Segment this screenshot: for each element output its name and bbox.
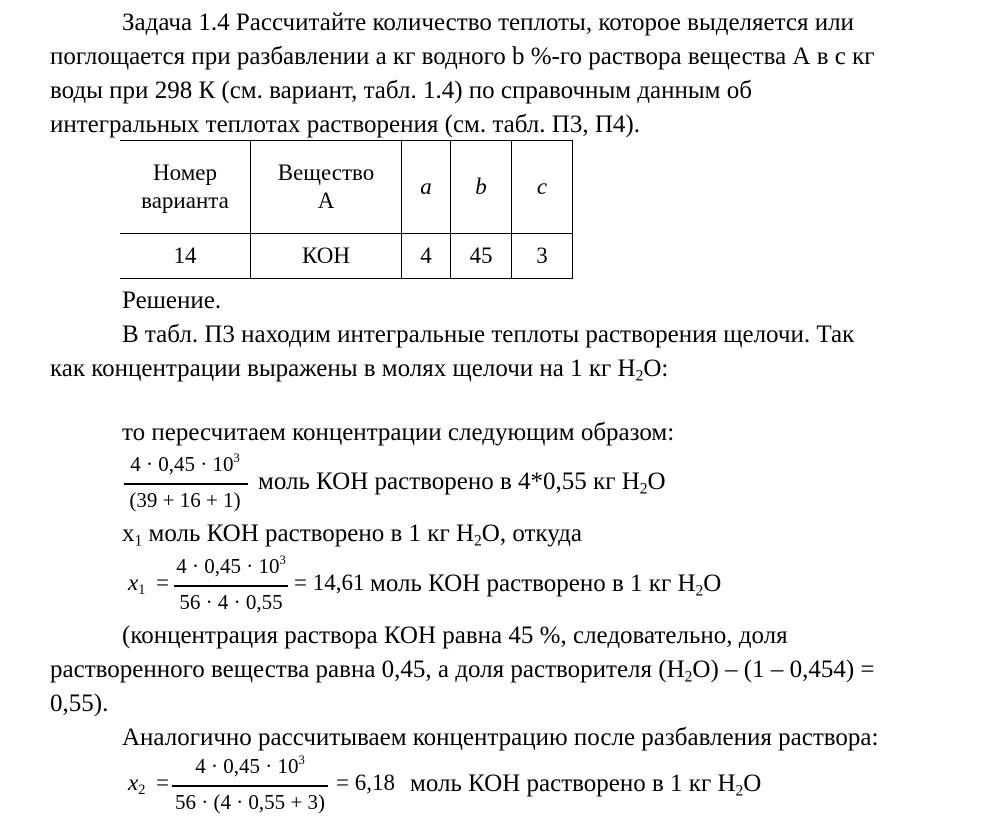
cell-substance: КОН — [251, 234, 402, 279]
p1-line2-sub: 2 — [635, 367, 644, 385]
x1-text: моль КОН растворено в 1 кг H — [142, 520, 475, 547]
solution-p3-line1: (концентрация раствора КОН равна 45 %, следовательно, доля — [122, 622, 788, 649]
problem-line-1: Задача 1.4 Рассчитайте количество теплоты, которое выделяется или — [122, 9, 854, 36]
eq2-var: x — [128, 570, 139, 595]
solution-heading: Решение. — [122, 287, 222, 314]
eq2-variable — [128, 570, 145, 596]
eq1-denominator: (39 + 16 + 1) — [129, 488, 241, 512]
eq3-var-sub: 2 — [138, 781, 146, 798]
header-variant-line2: варианта — [141, 188, 229, 213]
p3-line2-sub: 2 — [684, 668, 693, 686]
solution-p1-line2 — [50, 354, 668, 384]
x1-var-sub: 1 — [134, 532, 143, 550]
header-substance — [251, 141, 402, 234]
cell-c: 3 — [512, 234, 573, 279]
eq3-text: моль КОН растворено в 1 кг H — [410, 770, 736, 797]
eq3-denominator: 56 · (4 · 0,55 + 3) — [174, 790, 326, 814]
p1-line2-text: как концентрации выражены в молях щелочи на 1 кг H — [50, 355, 636, 382]
equation-1-text — [258, 467, 666, 497]
x1-var: x — [122, 520, 135, 547]
eq2-num-exp: 3 — [279, 553, 286, 568]
equation-3-text — [410, 769, 761, 799]
eq3-var: x — [128, 770, 139, 795]
cell-a: 4 — [402, 234, 451, 279]
header-a: a — [402, 141, 451, 234]
equation-2-fraction — [172, 552, 290, 622]
eq3-fraction-bar — [172, 785, 328, 787]
header-b: b — [451, 141, 512, 234]
header-variant — [120, 141, 251, 234]
eq2-var-sub: 1 — [138, 581, 146, 598]
eq1-text-tail: O — [647, 468, 666, 495]
solution-p3-line3: 0,55). — [50, 690, 109, 717]
x1-line — [122, 519, 582, 549]
eq3-num-text: 4 · 0,45 · 10 — [195, 754, 299, 778]
eq3-variable — [128, 770, 145, 796]
equation-3-fraction — [170, 752, 330, 816]
eq3-num-exp: 3 — [298, 753, 305, 768]
eq3-text-tail: O — [743, 770, 762, 797]
x1-text-tail: O, откуда — [481, 520, 582, 547]
eq1-num-exp: 3 — [233, 451, 240, 466]
x1-text-sub: 2 — [474, 532, 482, 550]
variant-table — [120, 140, 573, 279]
eq1-numerator — [120, 452, 250, 477]
solution-p4: Аналогично рассчитываем концентрацию после разбавления раствора: — [122, 724, 879, 751]
table-header-row — [120, 141, 573, 234]
eq1-text-sub: 2 — [639, 480, 648, 498]
eq2-fraction-bar — [174, 585, 288, 587]
eq2-denominator: 56 · 4 · 0,55 — [179, 590, 283, 614]
cell-b: 45 — [451, 234, 512, 279]
eq3-result: = 6,18 — [336, 770, 395, 795]
header-variant-line1: Номер — [153, 160, 217, 185]
solution-p3-line2 — [50, 655, 875, 685]
eq1-text: моль КОН растворено в 4*0,55 кг H — [258, 468, 640, 495]
solution-p2: то пересчитаем концентрации следующим образом: — [122, 419, 675, 446]
eq2-text-tail: O — [703, 570, 722, 597]
table-row — [120, 234, 573, 279]
eq2-numerator — [172, 554, 290, 579]
problem-line-4: интегральных теплотах растворения (см. табл. П3, П4). — [50, 111, 640, 138]
eq2-text-sub: 2 — [695, 582, 704, 600]
problem-line-2: поглощается при разбавлении a кг водного b %-го раствора вещества А в c кг — [50, 43, 875, 70]
cell-variant: 14 — [120, 234, 251, 279]
eq2-result: = 14,61 — [294, 570, 365, 595]
eq1-fraction-bar — [124, 483, 248, 485]
p1-line2-tail: O: — [643, 355, 669, 382]
eq3-text-sub: 2 — [735, 782, 744, 800]
header-substance-line2: А — [317, 188, 335, 213]
eq2-text: моль КОН растворено в 1 кг H — [370, 570, 696, 597]
eq1-num-text: 4 · 0,45 · 10 — [130, 452, 234, 476]
solution-p1-line1: В табл. П3 находим интегральные теплоты растворения щелочи. Так — [122, 321, 855, 348]
problem-line-3: воды при 298 К (см. вариант, табл. 1.4) по справочным данным об — [50, 77, 752, 104]
eq2-equals: = — [156, 570, 169, 595]
eq2-num-text: 4 · 0,45 · 10 — [176, 554, 280, 578]
equation-2-text — [370, 569, 721, 599]
p3-line2-text: растворенного вещества равна 0,45, а доля растворителя (H — [50, 656, 685, 683]
p3-line2-tail: O) – (1 – 0,454) = — [692, 656, 875, 683]
eq3-numerator — [170, 754, 330, 779]
header-c: c — [512, 141, 573, 234]
header-substance-line1: Вещество — [277, 160, 375, 185]
equation-1-fraction — [120, 450, 250, 520]
eq3-equals: = — [156, 770, 169, 795]
